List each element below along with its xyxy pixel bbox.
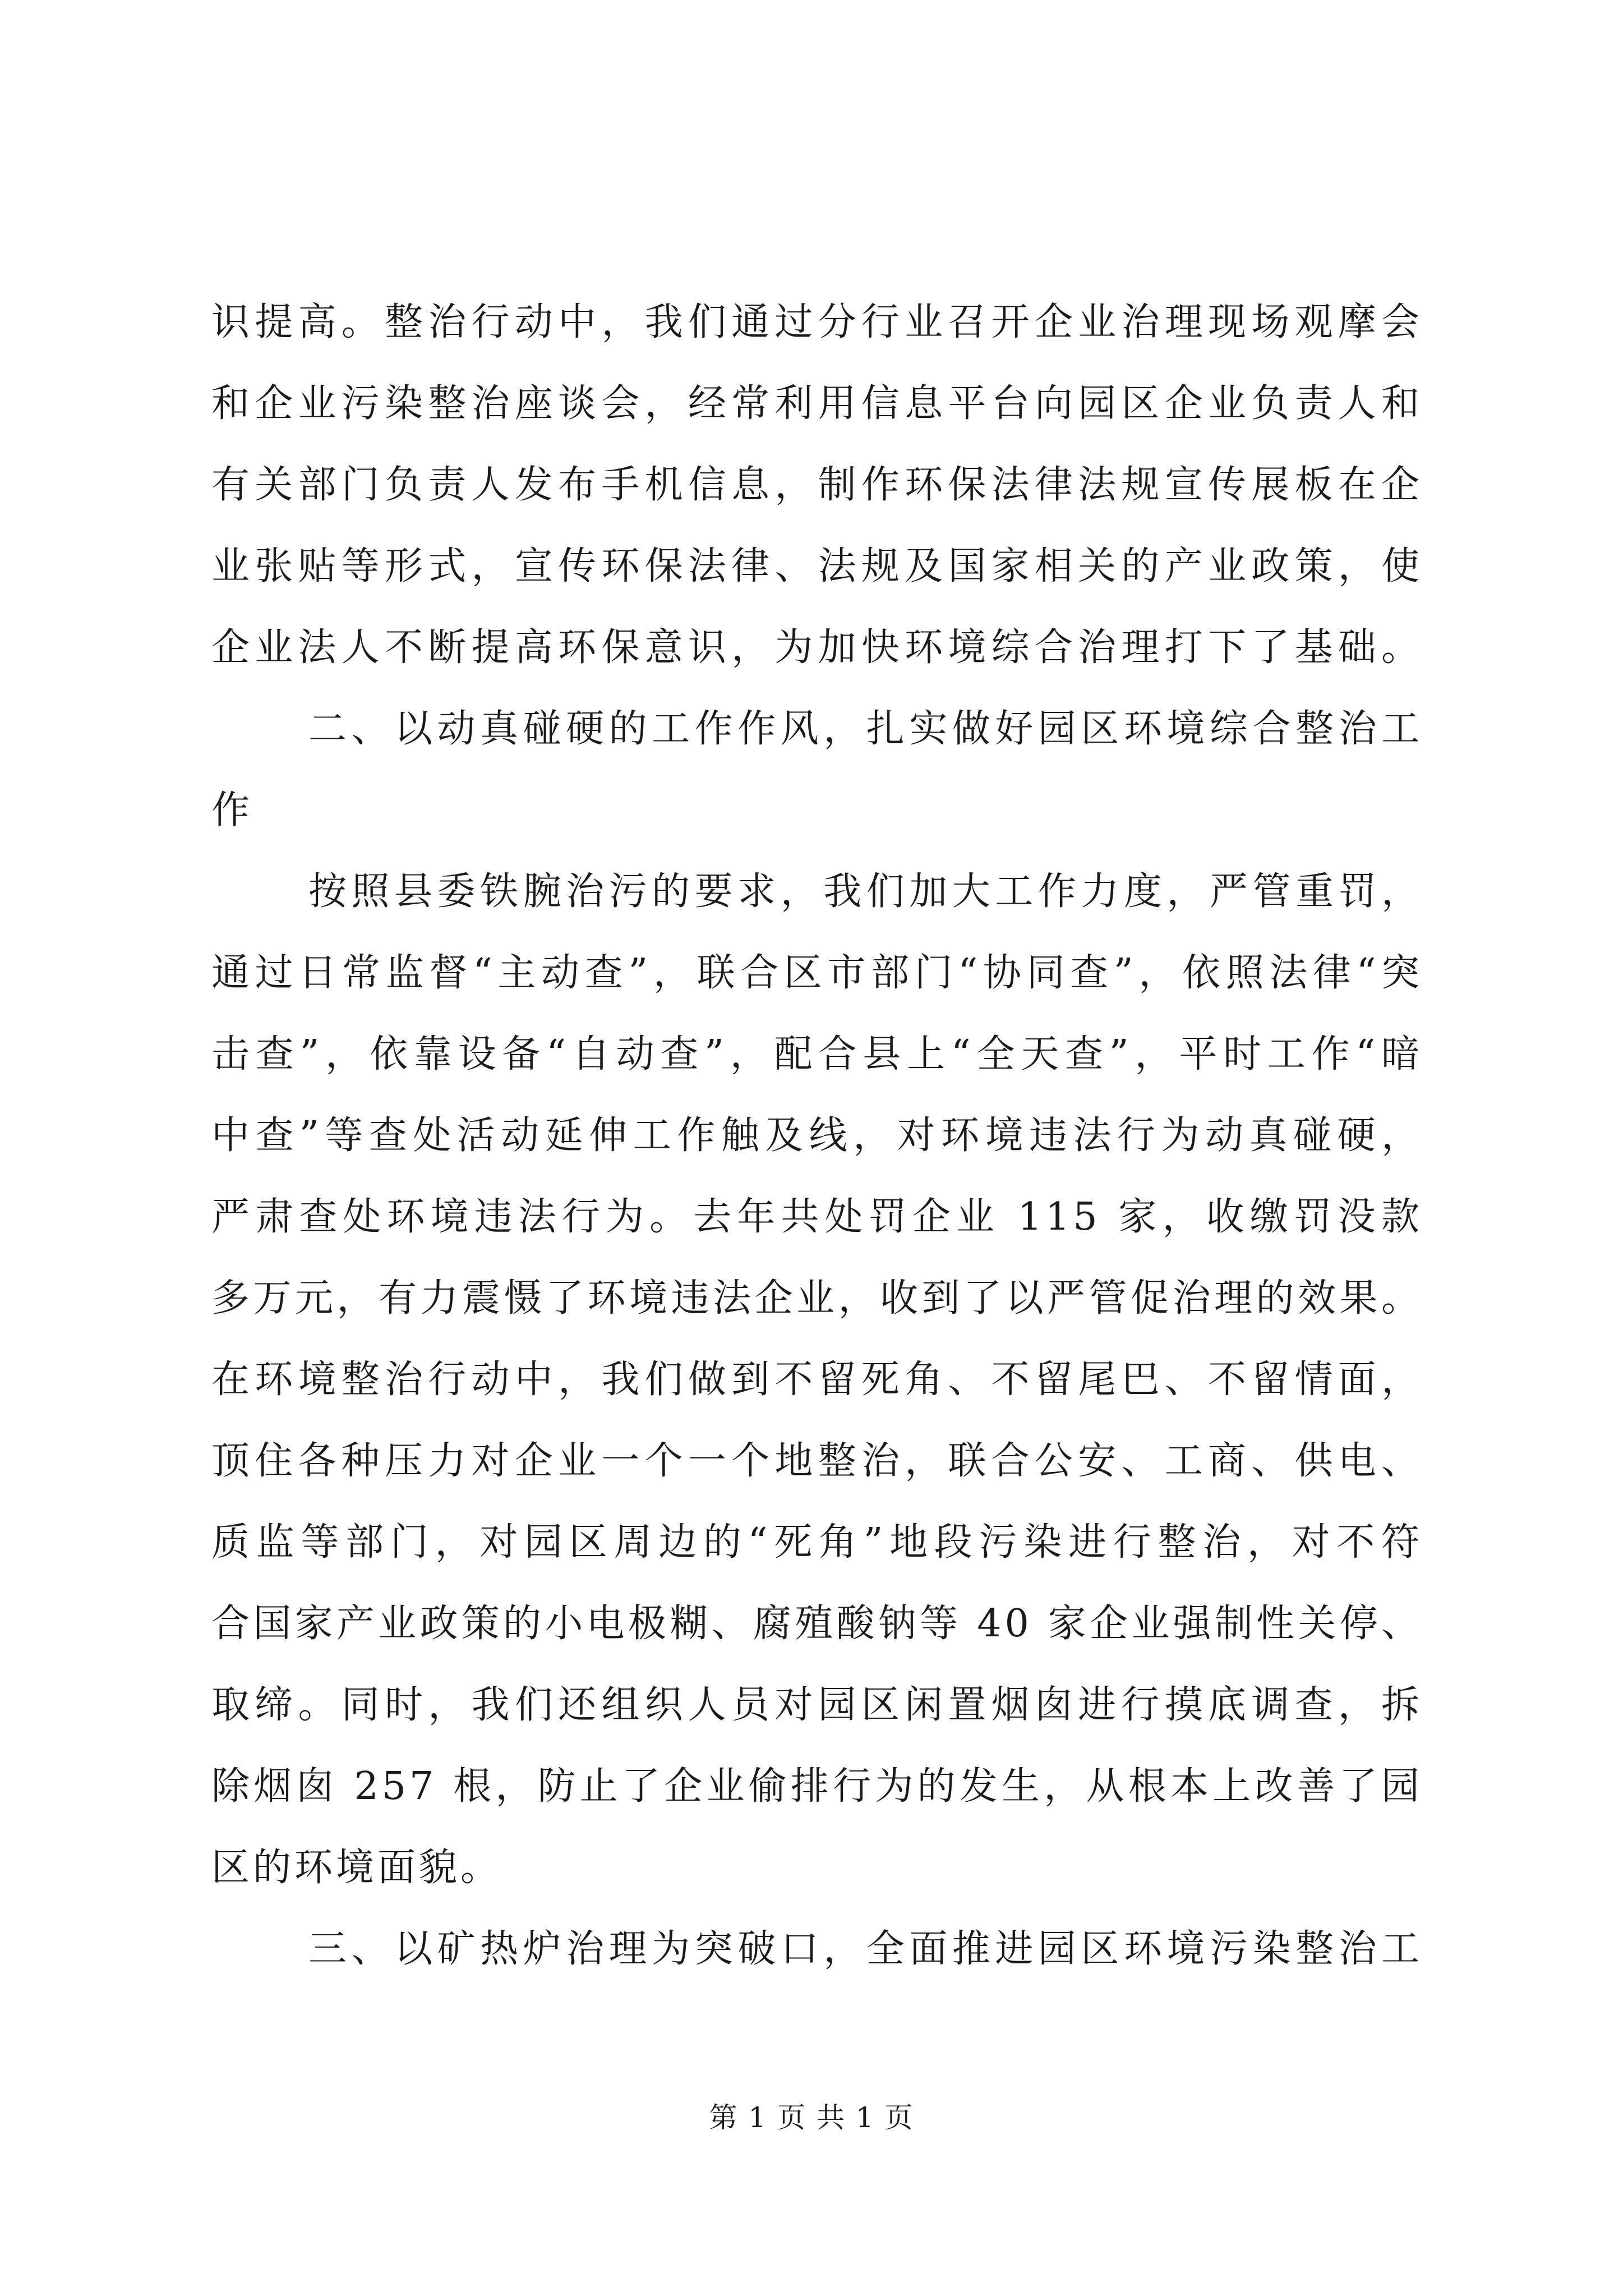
section-heading-line: 二、以动真碰硬的工作作风，扎实做好园区环境综合整治工	[308, 707, 1423, 751]
body-text-line: 按照县委铁腕治污的要求，我们加大工作力度，严管重罚，	[308, 869, 1423, 914]
body-text-line: 严肃查处环境违法行为。去年共处罚企业 115 家，收缴罚没款	[211, 1195, 1423, 1239]
body-text-line: 质监等部门，对园区周边的“死角”地段污染进行整治，对不符	[211, 1520, 1423, 1565]
body-text-line: 业张贴等形式，宣传环保法律、法规及国家相关的产业政策，使	[211, 544, 1423, 588]
body-text-line: 识提高。整治行动中，我们通过分行业召开企业治理现场观摩会	[211, 300, 1423, 344]
section-heading-line: 三、以矿热炉治理为突破口，全面推进园区环境污染整治工	[308, 1927, 1423, 1971]
body-text-line: 中查”等查处活动延伸工作触及线，对环境违法行为动真碰硬，	[211, 1114, 1423, 1158]
body-text-line: 区的环境面貌。	[211, 1846, 502, 1890]
body-text-line: 和企业污染整治座谈会，经常利用信息平台向园区企业负责人和	[211, 381, 1423, 426]
body-text-line: 击查”，依靠设备“自动查”，配合县上“全天查”，平时工作“暗	[211, 1032, 1423, 1076]
body-text-line: 除烟囱 257 根，防止了企业偷排行为的发生，从根本上改善了园	[211, 1764, 1423, 1809]
page-number-footer: 第 1 页 共 1 页	[709, 2101, 914, 2134]
body-text-line: 通过日常监督“主动查”，联合区市部门“协同查”，依照法律“突	[211, 951, 1423, 995]
body-text-line: 多万元，有力震慑了环境违法企业，收到了以严管促治理的效果。	[211, 1276, 1423, 1320]
body-text-line: 合国家产业政策的小电极糊、腐殖酸钠等 40 家企业强制性关停、	[211, 1602, 1423, 1646]
body-text-line: 在环境整治行动中，我们做到不留死角、不留尾巴、不留情面，	[211, 1358, 1423, 1402]
section-heading-line: 作	[211, 788, 253, 832]
body-text-line: 取缔。同时，我们还组织人员对园区闲置烟囱进行摸底调查，拆	[211, 1683, 1423, 1727]
body-text-line: 顶住各种压力对企业一个一个地整治，联合公安、工商、供电、	[211, 1439, 1423, 1483]
body-text-line: 企业法人不断提高环保意识，为加快环境综合治理打下了基础。	[211, 625, 1423, 670]
body-text-line: 有关部门负责人发布手机信息，制作环保法律法规宣传展板在企	[211, 463, 1423, 507]
